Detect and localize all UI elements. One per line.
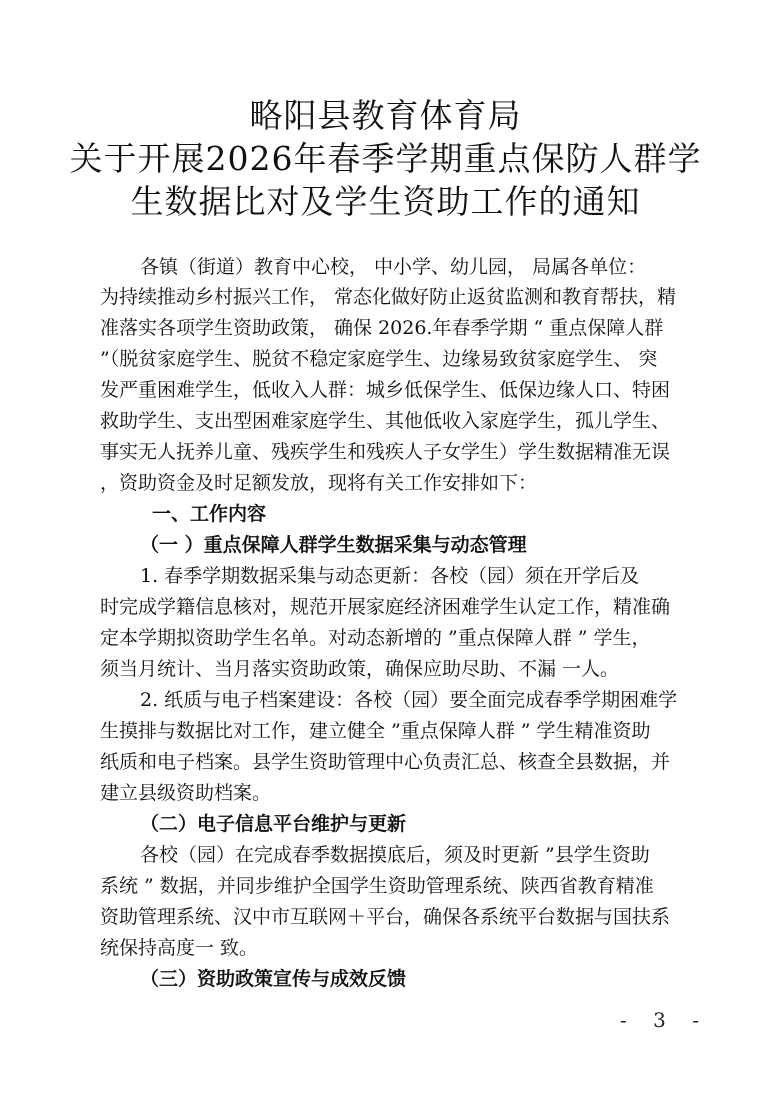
page-number: - 3 -	[620, 1008, 709, 1032]
body-line: 统保持高度一 致。	[100, 937, 259, 959]
body-line: 2. 纸质与电子档案建设：各校（园）要全面完成春季学期困难学	[140, 689, 678, 711]
body-line: 系统 ” 数据，并同步维护全国学生资助管理系统、陕西省教育精准	[100, 875, 654, 897]
body-line: 为持续推动乡村振兴工作， 常态化做好防止返贫监测和教育帮扶，精	[100, 286, 677, 308]
body-line: 事实无人抚养儿童、残疾学生和残疾人子女学生）学生数据精准无误	[100, 441, 671, 463]
body-line: 资助管理系统、汉中市互联网＋平台，确保各系统平台数据与国扶系	[100, 906, 671, 928]
subsection-heading: （三）资助政策宣传与成效反馈	[140, 968, 407, 990]
body-line: 时完成学籍信息核对，规范开展家庭经济困难学生认定工作，精准确	[100, 596, 671, 618]
body-line: 定本学期拟资助学生名单。对动态新增的 ”重点保障人群 ” 学生，	[100, 627, 651, 649]
body-line: 须当月统计、当月落实资助政策，确保应助尽助、不漏 一人。	[100, 658, 620, 680]
body-line: ，资助资金及时足额发放，现将有关工作安排如下：	[100, 472, 538, 494]
body-line: 发严重困难学生，低收入人群：城乡低保学生、低保边缘人口、特困	[100, 379, 671, 401]
body-line: ”（脱贫家庭学生、脱贫不稳定家庭学生、边缘易致贫家庭学生、 突	[100, 348, 658, 370]
subsection-heading: （一 ）重点保障人群学生数据采集与动态管理	[140, 534, 527, 556]
body-line: 救助学生、支出型困难家庭学生、其他低收入家庭学生，孤儿学生、	[100, 410, 671, 432]
salutation: 各镇（街道）教育中心校， 中小学、幼儿园， 局属各单位：	[140, 256, 647, 278]
body-line: 准落实各项学生资助政策， 确保 2026.年春季学期 “ 重点保障人群	[100, 317, 664, 339]
body-line: 生摸排与数据比对工作，建立健全 ”重点保障人群 ” 学生精准资助	[100, 720, 651, 742]
body-line: 各校（园）在完成春季数据摸底后，须及时更新 ”县学生资助	[140, 844, 650, 866]
title-line-2: 关于开展2026年春季学期重点保防人群学	[69, 139, 702, 178]
section-heading: 一、工作内容	[152, 503, 267, 525]
body-line: 建立县级资助档案。	[100, 782, 272, 804]
body-line: 纸质和电子档案。县学生资助管理中心负责汇总、核查全县数据，并	[100, 751, 671, 773]
title-line-3: 生数据比对及学生资助工作的通知	[130, 182, 641, 221]
body-line: 1. 春季学期数据采集与动态更新：各校（园）须在开学后及	[140, 565, 640, 587]
title-line-1: 略阳县教育体育局	[249, 96, 522, 135]
subsection-heading: （二）电子信息平台维护与更新	[140, 813, 407, 835]
